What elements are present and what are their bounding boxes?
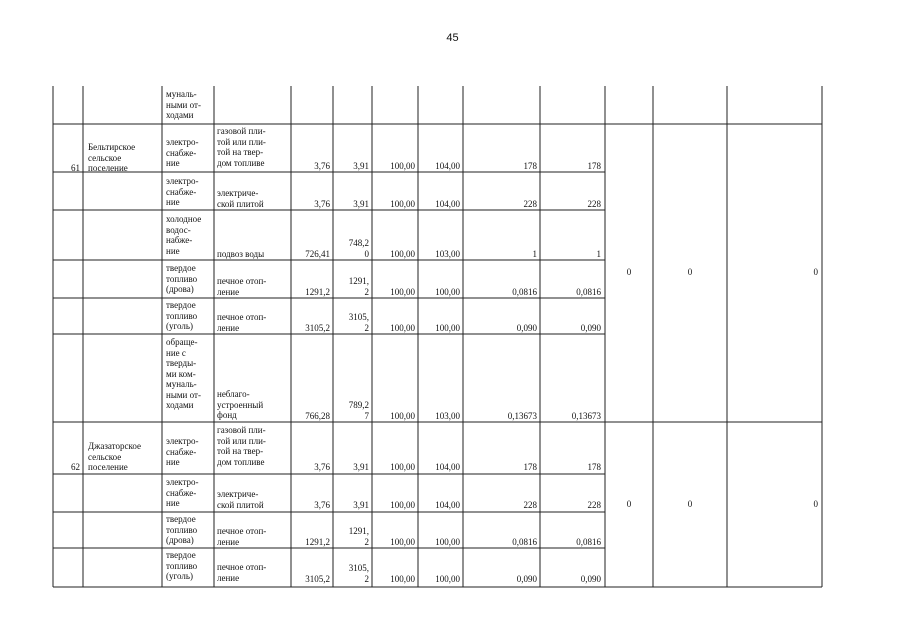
percent-cell: 104,00: [435, 462, 460, 472]
percent-cell: 100,00: [390, 500, 415, 510]
percent-cell: 100,00: [435, 323, 460, 333]
percent-cell: 103,00: [435, 249, 460, 259]
amount-cell: 228: [587, 199, 601, 209]
settlement-number: 61: [71, 163, 80, 173]
page-number: 45: [446, 32, 459, 44]
merged-value-cell: 0: [626, 499, 632, 509]
amount-cell: 0,090: [516, 574, 537, 584]
carry-over-resource: муналь- ными от- ходами: [166, 89, 201, 120]
percent-cell: 100,00: [435, 574, 460, 584]
percent-cell: 100,00: [390, 249, 415, 259]
percent-cell: 100,00: [390, 199, 415, 209]
percent-cell: 100,00: [390, 287, 415, 297]
settlement-name: Джазаторское сельское поселение: [88, 441, 141, 472]
resource-cell: электро- снабже- ние: [166, 477, 199, 508]
value-cell: 726,41: [305, 249, 330, 259]
percent-cell: 100,00: [390, 537, 415, 547]
resource-cell: твердое топливо (уголь): [166, 550, 198, 581]
percent-cell: 100,00: [390, 323, 415, 333]
direction-cell: печное отоп- ление: [217, 526, 267, 547]
merged-value-cell: 0: [687, 499, 693, 509]
value-cell: 3,76: [314, 199, 330, 209]
value-cell: 3,76: [314, 462, 330, 472]
amount-cell: 0,13673: [507, 411, 537, 421]
resource-cell: электро- снабже- ние: [166, 436, 199, 467]
percent-cell: 100,00: [435, 287, 460, 297]
direction-cell: печное отоп- ление: [217, 276, 267, 297]
resource-cell: электро- снабже- ние: [166, 176, 199, 207]
amount-cell: 178: [523, 161, 537, 171]
value-cell: 3105,2: [305, 323, 330, 333]
percent-cell: 100,00: [390, 411, 415, 421]
percent-cell: 103,00: [435, 411, 460, 421]
direction-cell: электриче- ской плитой: [217, 188, 264, 209]
percent-cell: 104,00: [435, 161, 460, 171]
merged-value-cell: 0: [813, 267, 818, 277]
direction-cell: печное отоп- ление: [217, 562, 267, 583]
resource-cell: холодное водос- набже- ние: [166, 214, 202, 256]
value-cell: 3,76: [314, 500, 330, 510]
resource-cell: электро- снабже- ние: [166, 137, 199, 168]
value-cell: 3105, 2: [348, 312, 369, 333]
percent-cell: 100,00: [390, 574, 415, 584]
resource-cell: твердое топливо (уголь): [166, 300, 198, 331]
resource-cell: твердое топливо (дрова): [166, 514, 198, 545]
amount-cell: 0,090: [580, 323, 601, 333]
amount-cell: 0,0816: [576, 287, 601, 297]
percent-cell: 100,00: [435, 537, 460, 547]
amount-cell: 228: [587, 500, 601, 510]
percent-cell: 104,00: [435, 500, 460, 510]
amount-cell: 228: [523, 199, 537, 209]
direction-cell: электриче- ской плитой: [217, 489, 264, 510]
value-cell: 3105, 2: [348, 563, 369, 584]
value-cell: 748,2 0: [348, 238, 369, 259]
amount-cell: 0,090: [516, 323, 537, 333]
direction-cell: печное отоп- ление: [217, 312, 267, 333]
resource-cell: твердое топливо (дрова): [166, 263, 198, 294]
amount-cell: 178: [587, 462, 601, 472]
amount-cell: 178: [523, 462, 537, 472]
amount-cell: 1: [596, 249, 601, 259]
amount-cell: 0,0816: [576, 537, 601, 547]
value-cell: 1291, 2: [348, 276, 369, 297]
direction-cell: газовой пли- той или пли- той на твер- дом топливе: [217, 126, 266, 168]
direction-cell: газовой пли- той или пли- той на твер- дом топливе: [217, 425, 266, 467]
value-cell: 1291,2: [305, 537, 330, 547]
value-cell: 3,76: [314, 161, 330, 171]
value-cell: 3,91: [353, 199, 369, 209]
merged-value-cell: 0: [626, 267, 632, 277]
amount-cell: 0,0816: [512, 287, 537, 297]
percent-cell: 100,00: [390, 161, 415, 171]
value-cell: 1291,2: [305, 287, 330, 297]
direction-cell: неблаго- устроенный фонд: [217, 389, 264, 420]
value-cell: 3,91: [353, 161, 369, 171]
value-cell: 766,28: [305, 411, 330, 421]
amount-cell: 178: [587, 161, 601, 171]
value-cell: 3105,2: [305, 574, 330, 584]
percent-cell: 104,00: [435, 199, 460, 209]
amount-cell: 0,13673: [571, 411, 601, 421]
amount-cell: 1: [532, 249, 537, 259]
amount-cell: 228: [523, 500, 537, 510]
settlement-number: 62: [71, 462, 80, 472]
resource-cell: обращe- ние с тверды- ми ком- муналь- ными от- ходами: [166, 337, 201, 410]
value-cell: 789,2 7: [348, 400, 369, 421]
settlement-name: Бельтирское сельское поселение: [88, 142, 136, 173]
merged-value-cell: 0: [687, 267, 693, 277]
value-cell: 1291, 2: [348, 526, 369, 547]
amount-cell: 0,090: [580, 574, 601, 584]
percent-cell: 100,00: [390, 462, 415, 472]
amount-cell: 0,0816: [512, 537, 537, 547]
merged-value-cell: 0: [813, 499, 818, 509]
value-cell: 3,91: [353, 462, 369, 472]
value-cell: 3,91: [353, 500, 369, 510]
direction-cell: подвоз воды: [217, 249, 265, 259]
